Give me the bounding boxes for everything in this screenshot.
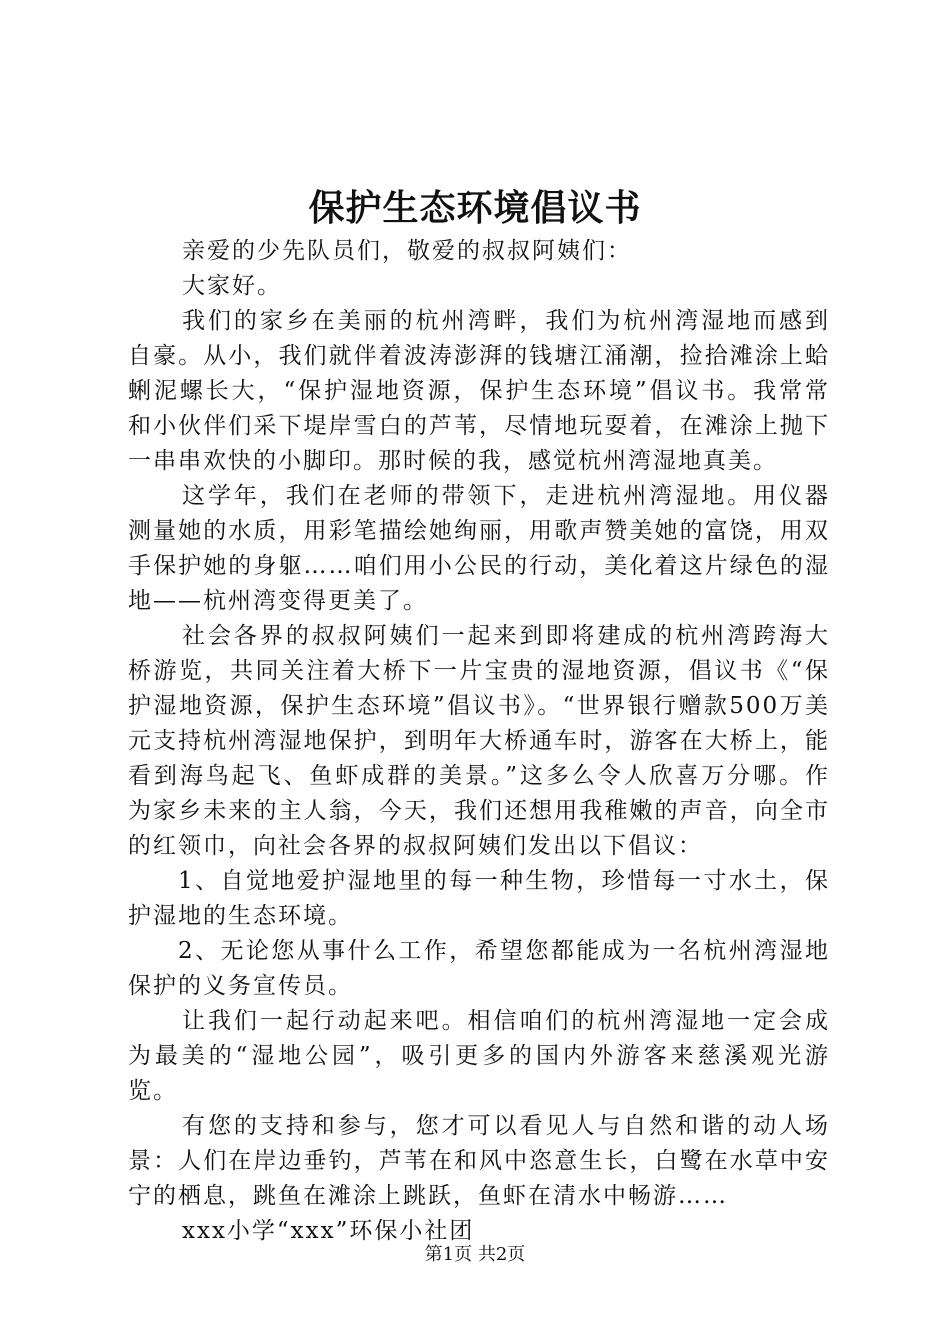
body-paragraph: 有您的支持和参与，您才可以看见人与自然和谐的动人场景：人们在岸边垂钓，芦苇在和风中恣意生长，白鹭在水草中安宁的栖息，跳鱼在滩涂上跳跃，鱼虾在清水中畅游……	[128, 1113, 830, 1209]
page-number-footer: 第1页 共2页	[424, 1244, 526, 1265]
body-paragraph: 让我们一起行动起来吧。相信咱们的杭州湾湿地一定会成为最美的“湿地公园”，吸引更多的国内外游客来慈溪观光游览。	[128, 1008, 830, 1104]
proposal-item: 2、无论您从事什么工作，希望您都能成为一名杭州湾湿地保护的义务宣传员。	[128, 938, 830, 999]
salutation-paragraph: 亲爱的少先队员们，敬爱的叔叔阿姨们：	[182, 238, 632, 264]
signature-line: xxx小学“xxx”环保小社团	[182, 1218, 475, 1244]
page-title: 保护生态环境倡议书	[308, 187, 642, 229]
body-paragraph: 我们的家乡在美丽的杭州湾畔，我们为杭州湾湿地而感到自豪。从小，我们就伴着波涛澎湃的钱塘江涌潮，捡拾滩涂上蛤蜊泥螺长大，“保护湿地资源，保护生态环境”倡议书。我常常和小伙伴们采下堤岸雪白的芦苇，尽情地玩耍着，在滩涂上抛下一串串欢快的小脚印。那时候的我，感觉杭州湾湿地真美。	[128, 308, 830, 474]
greeting-paragraph: 大家好。	[182, 273, 282, 299]
body-paragraph: 社会各界的叔叔阿姨们一起来到即将建成的杭州湾跨海大桥游览，共同关注着大桥下一片宝贵的湿地资源，倡议书《“保护湿地资源，保护生态环境”倡议书》。“世界银行赠款500万美元支持杭州湾湿地保护，到明年大桥通车时，游客在大桥上，能看到海鸟起飞、鱼虾成群的美景。”这多么令人欣喜万分哪。作为家乡未来的主人翁，今天，我们还想用我稚嫩的声音，向全市的红领巾，向社会各界的叔叔阿姨们发出以下倡议：	[128, 623, 830, 859]
document-body	[128, 234, 830, 1249]
body-paragraph: 这学年，我们在老师的带领下，走进杭州湾湿地。用仪器测量她的水质，用彩笔描绘她绚丽，用歌声赞美她的富饶，用双手保护她的身躯……咱们用小公民的行动，美化着这片绿色的湿地——杭州湾变得更美了。	[128, 483, 830, 614]
proposal-item: 1、自觉地爱护湿地里的每一种生物，珍惜每一寸水土，保护湿地的生态环境。	[128, 868, 830, 929]
